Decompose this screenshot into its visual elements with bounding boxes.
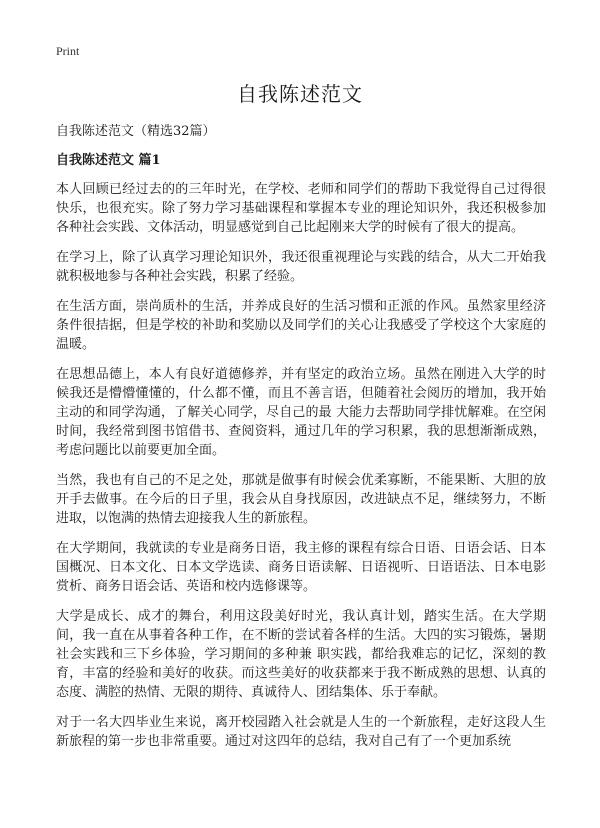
paragraph-8: 对于一名大四毕业生来说，离开校园踏入社会就是人生的一个新旅程，走好这段人生新旅程的第一步也非常重要。通过对这四年的总结，我对自己有了一个更加系统 [56,715,546,749]
paragraph-6: 在大学期间，我就读的专业是商务日语，我主修的课程有综合日语、日语会话、日本国概况、日本文化、日本文学选读、商务日语读解、日语视听、日语语法、日本电影赏析、商务日语会话、英语和校内选修课等。 [56,541,546,594]
paragraph-4: 在思想品德上，本人有良好道德修养，并有坚定的政治立场。虽然在刚进入大学的时候我还是懵懵懂懂的，什么都不懂，而且不善言语，但随着社会阅历的增加，我开始主动的和同学沟通，了解关心同学，尽自己的最 大能力去帮助同学排忧解难。在空闲时间，我经常到图书馆借书、查阅资料，通过几年的学习积累，我的思想渐渐成熟，考虑问题比以前要更加全面。 [56,367,546,458]
paragraph-7: 大学是成长、成才的舞台，利用这段美好时光，我认真计划，踏实生活。在大学期间，我一直在从事着各种工作，在不断的尝试着各样的生活。大四的实习锻炼，暑期社会实践和三下乡体验，学习期间的多种兼 职实践，都给我难忘的记忆，深刻的教育，丰富的经验和美好的收获。而这些美好的收获都来于我不断成熟的思想、认真的态度、满腔的热情、无限的期待、真诚待人、团结集体、乐于奉献。 [56,609,546,700]
document-subtitle: 自我陈述范文（精选32篇） [56,124,216,139]
paragraph-2: 在学习上，除了认真学习理论知识外，我还很重视理论与实践的结合，从大二开始我就积极地参与各种社会实践，积累了经验。 [56,250,546,284]
print-link[interactable]: Print [56,44,80,58]
document-body [56,180,546,762]
page-title: 自我陈述范文 [237,82,363,106]
paragraph-3: 在生活方面，崇尚质朴的生活，并养成良好的生活习惯和正派的作风。虽然家里经济条件很拮据，但是学校的补助和奖励以及同学们的关心让我感受了学校这个大家庭的温暖。 [56,299,546,352]
paragraph-1: 本人回顾已经过去的的三年时光，在学校、老师和同学们的帮助下我觉得自己过得很快乐，也很充实。除了努力学习基础课程和掌握本专业的理论知识外，我还积极参加各种社会实践、文体活动，明显感觉到自己比起刚来大学的时候有了很大的提高。 [56,182,546,235]
section-heading: 自我陈述范文 篇1 [56,153,161,168]
paragraph-5: 当然，我也有自己的不足之处，那就是做事有时候会优柔寡断，不能果断、大胆的放开手去做事。在今后的日子里，我会从自身找原因，改进缺点不足，继续努力，不断进取，以饱满的热情去迎接我人生的新旅程。 [56,473,546,526]
